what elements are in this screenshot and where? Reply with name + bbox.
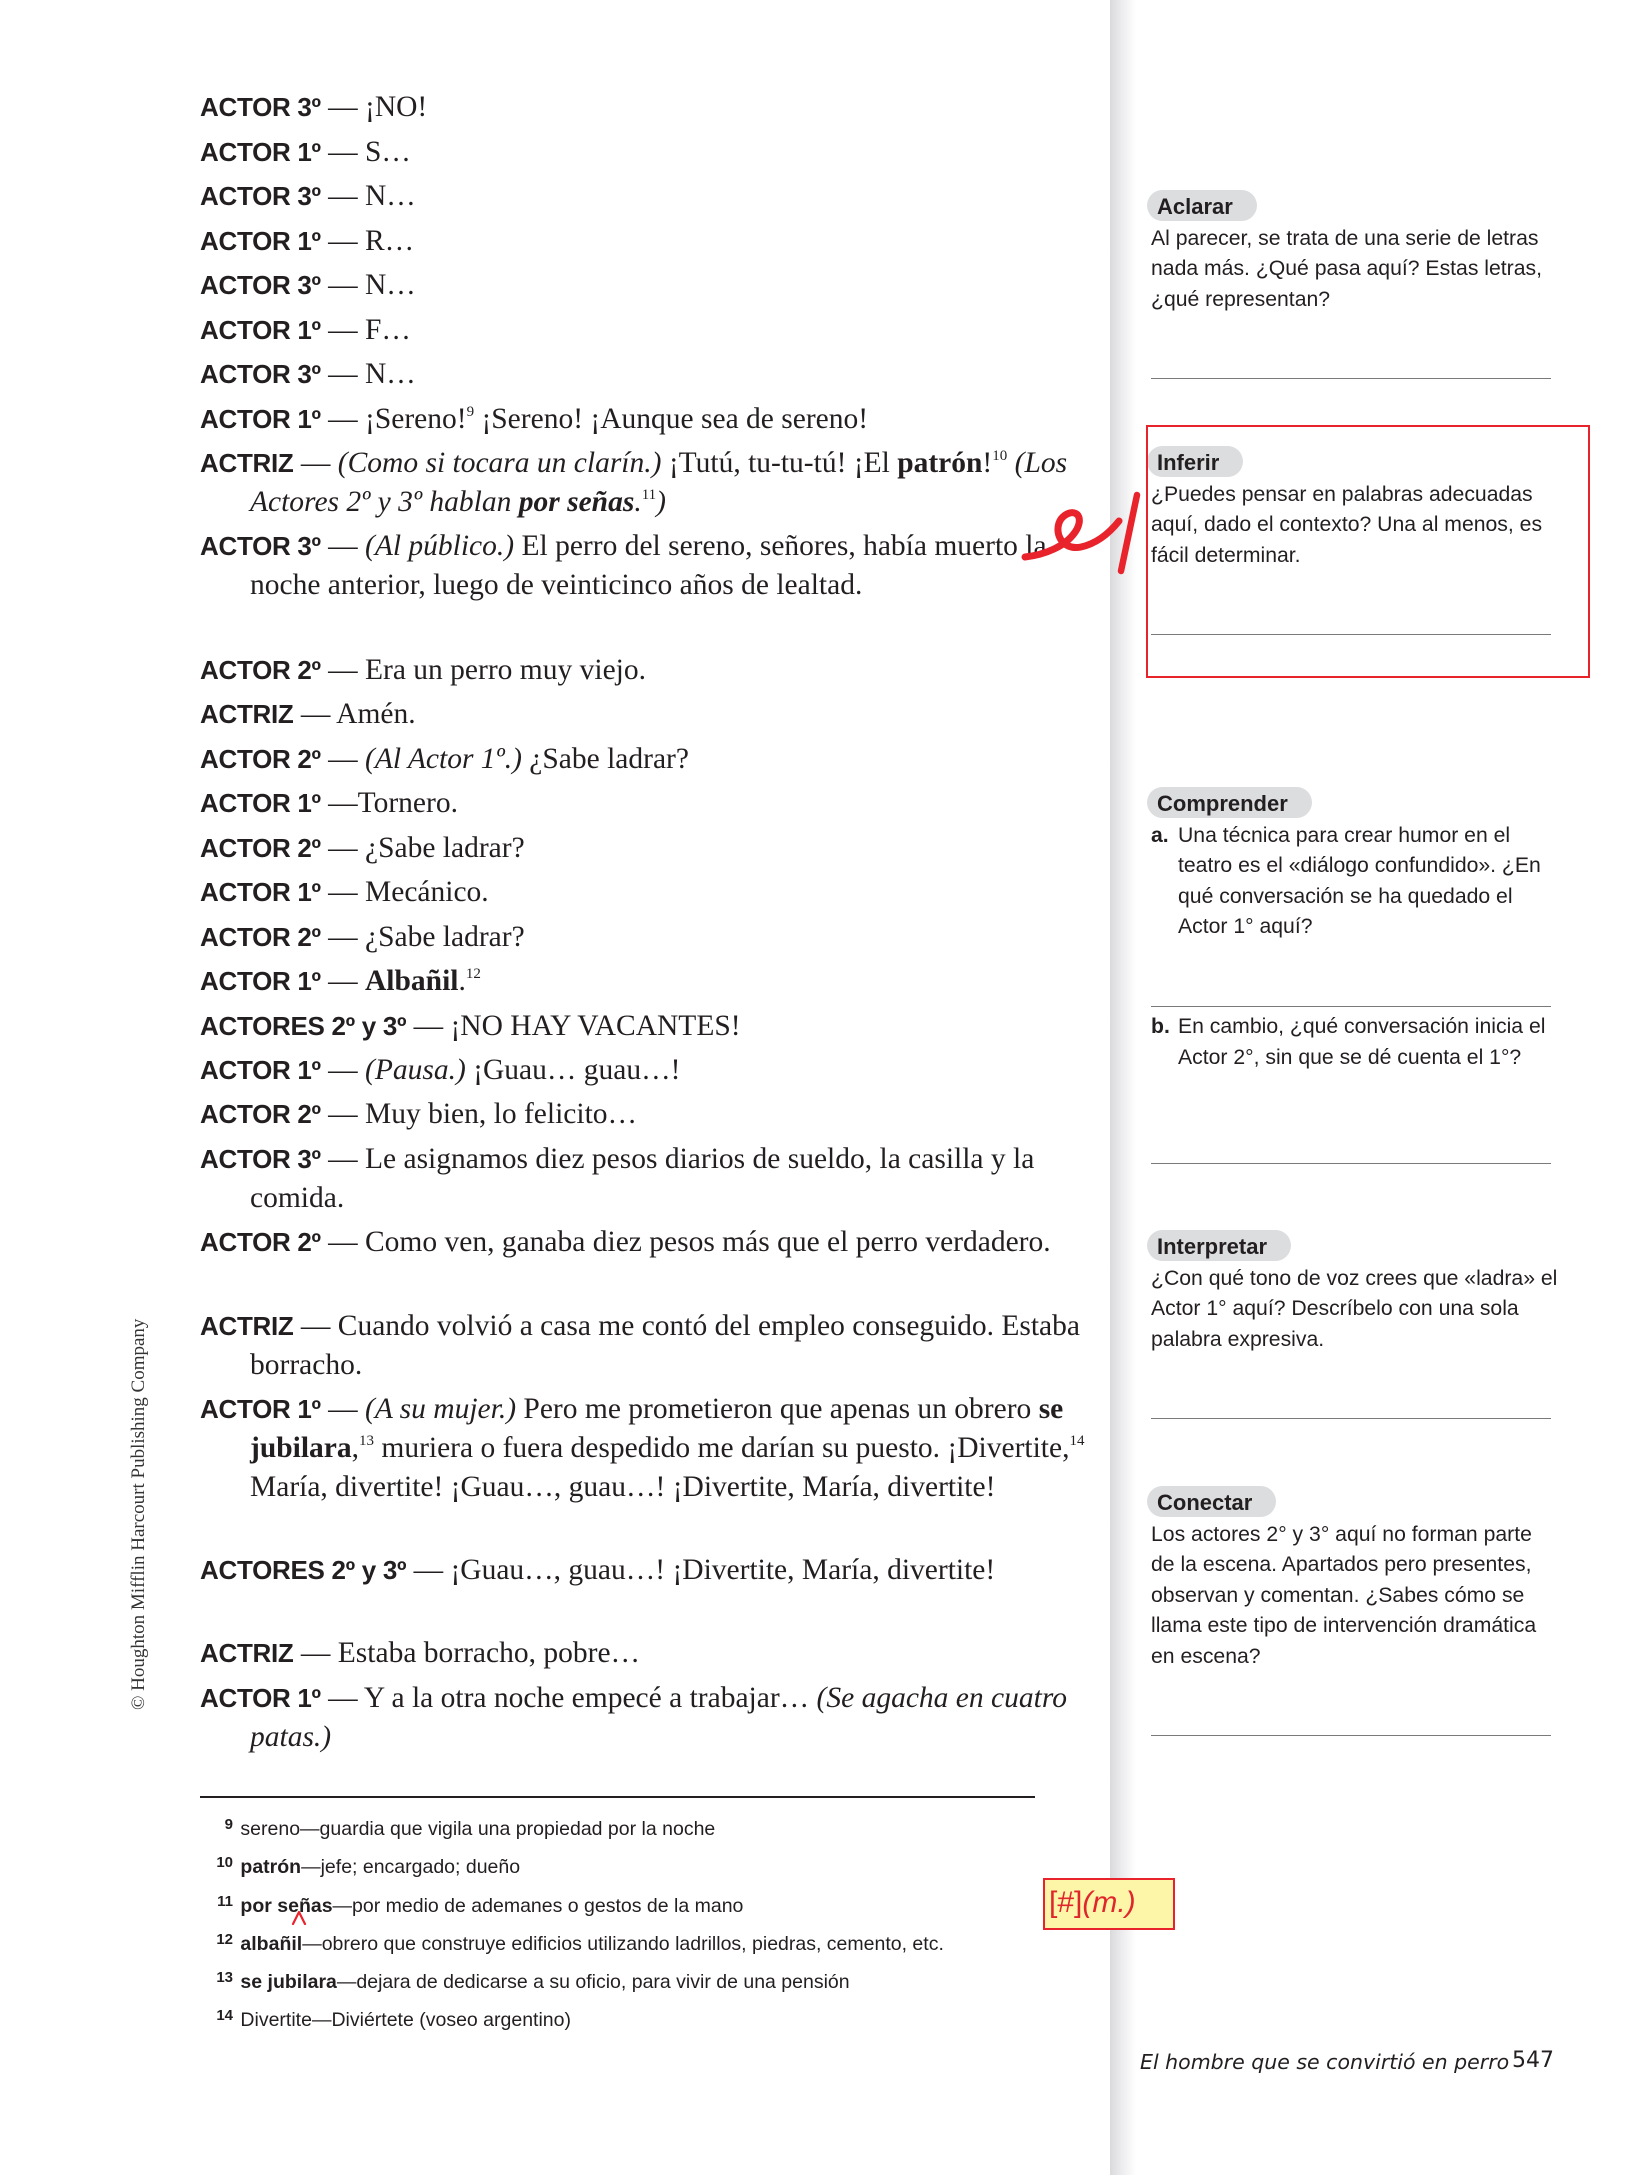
dialogue-line [200, 740, 1090, 779]
speaker-label: ACTRIZ [200, 448, 294, 478]
speaker-label: ACTOR 3º [200, 270, 321, 300]
speaker-label: ACTOR 1º [200, 404, 321, 434]
comprender-question-a [1151, 821, 1561, 943]
conectar-prompt: Los actores 2° y 3° aquí no forman parte de la escena. Apartados pero presentes, observan y comentan. ¿Sabes cómo se llama este tipo de intervención dramática en escena? [1151, 1522, 1537, 1668]
speech-text: ! [982, 447, 993, 479]
insertion-caret-icon [291, 1909, 307, 1925]
footnote-term: sereno [240, 1818, 301, 1840]
footnote-term: por señas [240, 1894, 333, 1917]
speaker-label: ACTORES 2º y 3º [200, 1555, 407, 1585]
dialogue-line [200, 784, 1090, 823]
dialogue-line [200, 177, 1090, 216]
stage-direction: (Se agacha en cuatro patas.) [250, 1682, 1067, 1753]
footnotes [200, 1808, 1040, 2038]
answer-line-comprender-b[interactable] [1151, 1163, 1551, 1164]
dialogue-line [200, 222, 1090, 261]
speech-text: — S… [320, 136, 411, 168]
page-number: 547 [1512, 2048, 1554, 2073]
answer-line-conectar[interactable] [1151, 1735, 1551, 1736]
stamp-italic: (m.) [1082, 1886, 1136, 1919]
speaker-label: ACTOR 3º [200, 181, 321, 211]
speaker-label: ACTOR 2º [200, 922, 321, 952]
stage-direction: ) [656, 486, 666, 518]
glossed-term: se jubilara [250, 1393, 1064, 1464]
speaker-label: ACTOR 1º [200, 788, 321, 818]
speech-text: — ¿Sabe ladrar? [320, 921, 525, 953]
speech-text: ¿Sabe ladrar? [521, 743, 689, 775]
stage-direction: (Como si tocara un clarín.) [337, 447, 662, 479]
dialogue-line [200, 873, 1090, 912]
speech-text: — [320, 530, 365, 562]
footnote-term: patrón [240, 1856, 302, 1879]
interpretar-prompt: ¿Con qué tono de voz crees que «ladra» el Actor 1° aquí? Descríbelo con una sola palabra expresiva. [1151, 1266, 1558, 1351]
dialogue-line [200, 311, 1090, 350]
speaker-label: ACTOR 3º [200, 531, 321, 561]
footnote-definition: —dejara de dedicarse a su oficio, para vivir de una pensión [336, 1971, 850, 1994]
dialogue-line [200, 1634, 1090, 1673]
footnote [200, 1999, 1040, 2037]
handwritten-annotation-icon [1015, 485, 1145, 580]
speech-text: ¡Sereno! ¡Aunque sea de sereno! [474, 403, 869, 435]
speaker-label: ACTOR 3º [200, 1144, 321, 1174]
speech-text: — N… [320, 358, 416, 390]
speaker-label: ACTOR 3º [200, 359, 321, 389]
tag-conectar: Conectar [1147, 1486, 1276, 1517]
footnote [200, 1961, 1040, 1999]
aclarar-prompt: Al parecer, se trata de una serie de letras nada más. ¿Qué pasa aquí? Estas letras, ¿qué representan? [1151, 226, 1543, 311]
speech-text: — ¡NO! [320, 91, 428, 123]
glossed-term: patrón [897, 447, 983, 479]
speech-text: — R… [320, 225, 415, 257]
dialogue-line [200, 651, 1090, 690]
dialogue-line [200, 962, 1090, 1001]
footnote-ref[interactable]: 14 [1069, 1433, 1085, 1449]
sidebar-comprender-b [1151, 1012, 1561, 1073]
dialogue-line [200, 1551, 1090, 1590]
dialogue-line [200, 400, 1090, 439]
question-b-text: En cambio, ¿qué conversación inicia el Actor 2°, sin que se dé cuenta el 1°? [1178, 1015, 1546, 1069]
dialogue-line [200, 1390, 1090, 1507]
glossed-term: por señas [518, 486, 635, 518]
footnote [200, 1846, 1040, 1884]
speech-text: ¡Guau… guau…! [465, 1054, 681, 1086]
speech-text: — Mecánico. [320, 876, 489, 908]
speech-text: — ¡Guau…, guau…! ¡Divertite, María, divertite! [406, 1554, 996, 1586]
speech-text: — ¡Sereno! [320, 403, 467, 435]
dialogue-line [200, 1095, 1090, 1134]
speech-text: — Como ven, ganaba diez pesos más que el perro verdadero. [320, 1226, 1051, 1258]
question-a-label: a. [1151, 823, 1169, 847]
speaker-label: ACTORES 2º y 3º [200, 1011, 407, 1041]
speaker-label: ACTOR 1º [200, 315, 321, 345]
dialogue-line [200, 527, 1090, 605]
running-title: El hombre que se convirtió en perro [1140, 2050, 1510, 2074]
footnote-ref[interactable]: 9 [466, 404, 475, 420]
speech-text: — Y a la otra noche empecé a trabajar… [320, 1682, 817, 1714]
speech-text: . [458, 965, 466, 997]
speaker-label: ACTOR 1º [200, 226, 321, 256]
answer-line-interpretar[interactable] [1151, 1418, 1551, 1419]
speech-text: muriera o fuera despedido me darían su puesto. ¡Divertite, [374, 1432, 1070, 1464]
footnote-ref[interactable]: 13 [359, 1433, 374, 1449]
annotation-highlight-box [1146, 425, 1590, 678]
speech-text: — Cuando volvió a casa me contó del empleo conseguido. Estaba borracho. [250, 1310, 1080, 1381]
speech-text: ¡Tutú, tu-tu-tú! ¡El [661, 447, 898, 479]
speech-text: — Estaba borracho, pobre… [293, 1637, 641, 1669]
dialogue-line [200, 444, 1090, 522]
footnote-number: 10 [216, 1854, 233, 1872]
speech-text: — [320, 743, 365, 775]
stage-direction: (Pausa.) [365, 1054, 466, 1086]
footnote-number: 9 [224, 1816, 233, 1833]
footnote-ref[interactable]: 11 [641, 487, 657, 503]
speech-text: — Amén. [293, 698, 416, 730]
footnote-term: albañil [240, 1932, 303, 1955]
footnote-ref[interactable]: 10 [992, 448, 1008, 464]
speech-text: — Muy bien, lo felicito… [320, 1098, 638, 1130]
speaker-label: ACTOR 1º [200, 1055, 321, 1085]
footnote-definition: —Diviértete (voseo argentino) [311, 2009, 571, 2032]
footnote-term: se jubilara [240, 1971, 337, 1994]
speaker-label: ACTOR 1º [200, 1394, 321, 1424]
speaker-label: ACTOR 3º [200, 92, 321, 122]
footnote-number: 11 [217, 1892, 233, 1910]
speaker-label: ACTOR 1º [200, 877, 321, 907]
dialogue-line [200, 355, 1090, 394]
dialogue-line [200, 266, 1090, 305]
inferir-prompt: ¿Puedes pensar en palabras adecuadas aquí, dado el contexto? Una al menos, es fácil determinar. [1151, 482, 1543, 567]
tag-inferir: Inferir [1147, 446, 1243, 477]
stage-direction: (Al Actor 1º.) [365, 743, 522, 775]
footnote-definition: —jefe; encargado; dueño [301, 1856, 521, 1879]
dialogue-line [200, 1140, 1090, 1218]
question-b-label: b. [1151, 1015, 1170, 1038]
speaker-label: ACTOR 2º [200, 655, 321, 685]
speech-text: — ¿Sabe ladrar? [320, 832, 525, 864]
dialogue-line [200, 829, 1090, 868]
footnote-definition: —obrero que construye edificios utilizando ladrillos, piedras, cemento, etc. [302, 1932, 944, 1955]
footnote-number: 13 [216, 1969, 233, 1987]
speech-text: — [320, 1054, 365, 1086]
speaker-label: ACTOR 1º [200, 966, 321, 996]
tag-aclarar: Aclarar [1147, 190, 1257, 221]
sidebar-comprender [1151, 787, 1561, 943]
copyright-notice: © Houghton Mifflin Harcourt Publishing Company [128, 1318, 149, 1710]
tag-interpretar: Interpretar [1147, 1230, 1291, 1261]
footnote-number: 14 [216, 2007, 233, 2025]
speaker-label: ACTOR 2º [200, 833, 321, 863]
footnote-definition: —guardia que vigila una propiedad por la noche [300, 1818, 716, 1840]
speaker-label: ACTRIZ [200, 1311, 294, 1341]
speech-text: — N… [320, 269, 416, 301]
speech-text: Pero me prometieron que apenas un obrero [516, 1393, 1039, 1425]
speech-text: El perro del sereno, señores, había muerto la noche anterior, luego de veinticinco años de lealtad. [250, 530, 1047, 601]
footnote-number: 12 [216, 1930, 233, 1948]
dialogue-line [200, 1679, 1090, 1757]
speech-text: — N… [320, 180, 416, 212]
sidebar-aclarar [1151, 190, 1561, 315]
question-a-text: Una técnica para crear humor en el teatro es el «diálogo confundido». ¿En qué conversación se ha quedado el Actor 1° aquí? [1178, 823, 1541, 938]
speech-text [1007, 447, 1014, 479]
speaker-label: ACTOR 1º [200, 137, 321, 167]
speech-text: — [293, 447, 338, 479]
speaker-label: ACTOR 2º [200, 1227, 321, 1257]
stage-direction: (A su mujer.) [365, 1393, 517, 1425]
dialogue-line [200, 133, 1090, 172]
footnote-divider [200, 1796, 1035, 1798]
speech-text: — Le asignamos diez pesos diarios de sueldo, la casilla y la comida. [250, 1143, 1035, 1214]
answer-line-comprender-a[interactable] [1151, 1006, 1551, 1007]
speaker-label: ACTRIZ [200, 1638, 294, 1668]
dialogue-line [200, 88, 1090, 127]
footnote-ref[interactable]: 12 [465, 966, 481, 982]
tag-comprender: Comprender [1147, 787, 1312, 818]
footnote-term: Divertite [240, 2009, 312, 2032]
editorial-stamp [1043, 1878, 1175, 1930]
sidebar-interpretar [1151, 1230, 1561, 1355]
glossed-term: Albañil [365, 965, 459, 997]
dialogue-line [200, 695, 1090, 734]
speech-text: — ¡NO HAY VACANTES! [406, 1010, 741, 1042]
footnote [200, 1808, 1040, 1846]
speaker-label: ACTOR 1º [200, 1683, 321, 1713]
dialogue-line [200, 1307, 1090, 1385]
speaker-label: ACTRIZ [200, 699, 294, 729]
sidebar-conectar [1151, 1486, 1561, 1672]
stage-direction: (Al público.) [365, 530, 515, 562]
stage-direction: (Los Actores 2º y 3º hablan [250, 447, 1068, 518]
speaker-label: ACTOR 2º [200, 744, 321, 774]
speech-text: , [351, 1432, 359, 1464]
footnote-definition: —por medio de ademanes o gestos de la mano [332, 1894, 744, 1917]
speech-text: — Era un perro muy viejo. [320, 654, 646, 686]
speech-text: María, divertite! ¡Guau…, guau…! ¡Divertite, María, divertite! [250, 1471, 996, 1503]
speech-text: — F… [320, 314, 411, 346]
speech-text: —Tornero. [320, 787, 458, 819]
stamp-bracket: [#] [1049, 1886, 1083, 1919]
footnote [200, 1923, 1040, 1961]
comprender-question-b [1151, 1012, 1561, 1073]
answer-line-aclarar[interactable] [1151, 378, 1551, 379]
dialogue-line [200, 1007, 1090, 1046]
footnote [200, 1885, 1040, 1923]
dialogue-line [200, 1051, 1090, 1090]
page-gutter [1110, 0, 1136, 2175]
speech-text: — [320, 965, 365, 997]
speaker-label: ACTOR 2º [200, 1099, 321, 1129]
speech-text: — [320, 1393, 365, 1425]
stage-direction: . [634, 486, 642, 518]
dialogue-line [200, 918, 1090, 957]
dialogue-line [200, 1223, 1090, 1262]
